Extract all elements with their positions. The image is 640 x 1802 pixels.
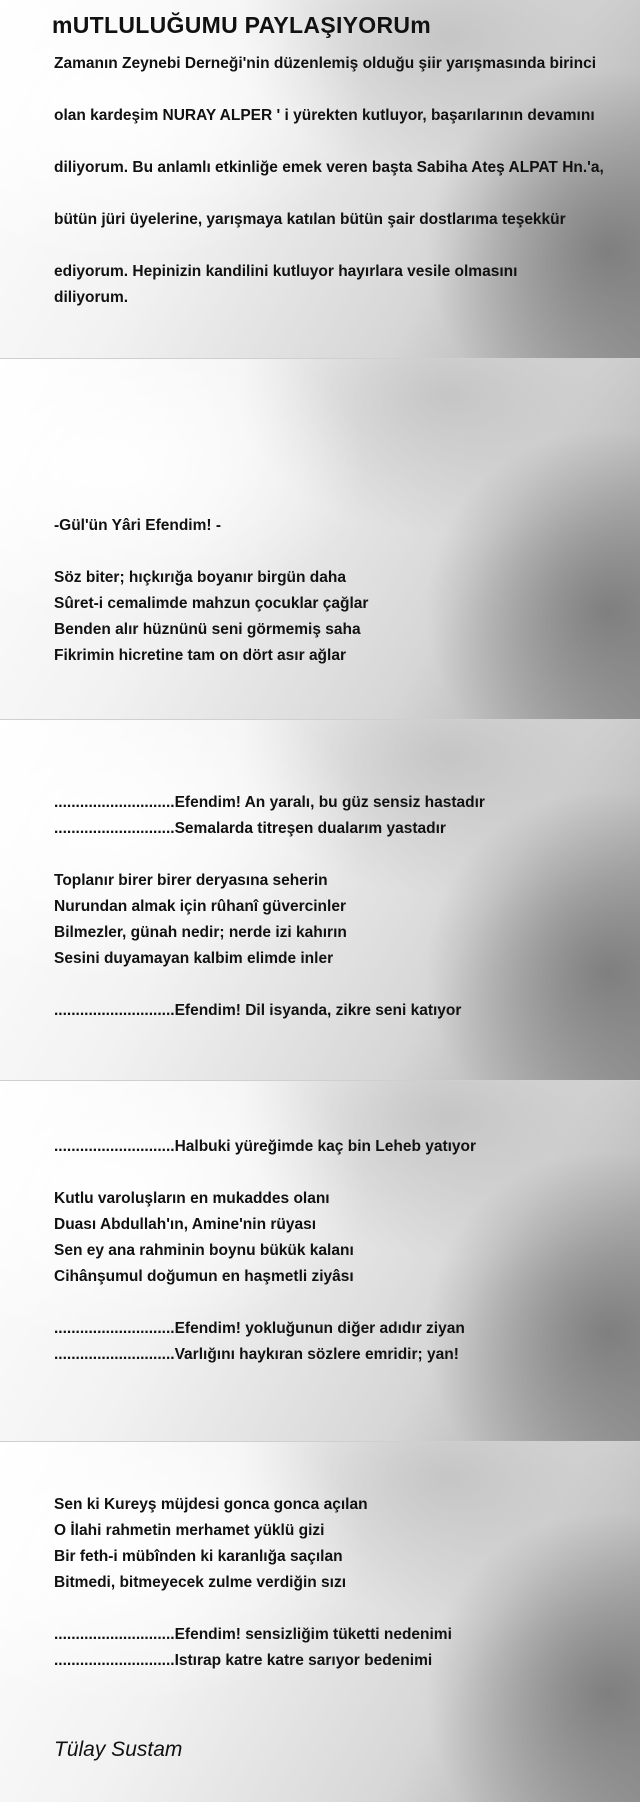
- poem-block: [54, 513, 368, 669]
- poem-line: Bilmezler, günah nedir; nerde izi kahırın: [54, 924, 347, 941]
- poem-line: Sen ey ana rahminin boynu bükük kalanı: [54, 1242, 354, 1259]
- poem-line: Sûret-i cemalimde mahzun çocuklar çağlar: [54, 595, 369, 612]
- poem-line: Kutlu varoluşların en mukaddes olanı: [54, 1190, 330, 1207]
- refrain-line: ............................Efendim! yokluğunun diğer adıdır ziyan: [54, 1320, 465, 1337]
- intro-line: Zamanın Zeynebi Derneği'nin düzenlemiş olduğu şiir yarışmasında birinci: [54, 55, 597, 72]
- poem-line: Cihânşumul doğumun en haşmetli ziyâsı: [54, 1268, 354, 1285]
- poem-panel-2: [0, 719, 640, 1080]
- refrain-line: ............................Efendim! Dil isyanda, zikre seni katıyor: [54, 1002, 462, 1019]
- intro-line: olan kardeşim NURAY ALPER ' i yürekten kutluyor, başarılarının devamını: [54, 107, 595, 124]
- refrain-line: ............................Efendim! sensizliğim tüketti nedenimi: [54, 1626, 452, 1643]
- poem-panel-4: [0, 1441, 640, 1802]
- poem-title: -Gül'ün Yâri Efendim! -: [54, 517, 222, 534]
- intro-line: bütün jüri üyelerine, yarışmaya katılan bütün şair dostlarıma teşekkür: [54, 211, 566, 228]
- poem-panel-1: [0, 358, 640, 719]
- intro-line: ediyorum. Hepinizin kandilini kutluyor hayırlara vesile olmasını: [54, 263, 518, 280]
- poem-block: [54, 1492, 452, 1674]
- poem-block: [54, 1134, 476, 1368]
- intro-line: diliyorum.: [54, 289, 129, 306]
- poem-line: Bitmedi, bitmeyecek zulme verdiğin sızı: [54, 1574, 347, 1591]
- poem-line: Fikrimin hicretine tam on dört asır ağlar: [54, 647, 346, 664]
- refrain-line: ............................Istırap katre katre sarıyor bedenimi: [54, 1652, 433, 1669]
- author-signature: Tülay Sustam: [54, 1738, 183, 1761]
- refrain-line: ............................Efendim! An yaralı, bu güz sensiz hastadır: [54, 794, 485, 811]
- poem-line: Benden alır hüznünü seni görmemiş saha: [54, 621, 361, 638]
- poem-line: Nurundan almak için rûhanî güvercinler: [54, 898, 346, 915]
- poem-line: Sesini duyamayan kalbim elimde inler: [54, 950, 334, 967]
- poem-line: Toplanır birer birer deryasına seherin: [54, 872, 328, 889]
- poem-line: Sen ki Kureyş müjdesi gonca gonca açılan: [54, 1496, 368, 1513]
- poem-panel-3: [0, 1080, 640, 1441]
- refrain-line: ............................Semalarda titreşen dualarım yastadır: [54, 820, 446, 837]
- refrain-line: ............................Halbuki yüreğimde kaç bin Leheb yatıyor: [54, 1138, 477, 1155]
- poem-line: O İlahi rahmetin merhamet yüklü gizi: [54, 1522, 325, 1539]
- refrain-line: ............................Varlığını haykıran sözlere emridir; yan!: [54, 1346, 459, 1363]
- poem-line: Bir feth-i mübînden ki karanlığa saçılan: [54, 1548, 343, 1565]
- intro-panel: [0, 0, 640, 358]
- poem-block: [54, 790, 485, 1024]
- poem-line: Söz biter; hıçkırığa boyanır birgün daha: [54, 569, 346, 586]
- poem-line: Duası Abdullah'ın, Amine'nin rüyası: [54, 1216, 317, 1233]
- intro-line: diliyorum. Bu anlamlı etkinliğe emek veren başta Sabiha Ateş ALPAT Hn.'a,: [54, 159, 604, 176]
- page-title: mUTLULUĞUMU PAYLAŞIYORUm: [52, 12, 432, 38]
